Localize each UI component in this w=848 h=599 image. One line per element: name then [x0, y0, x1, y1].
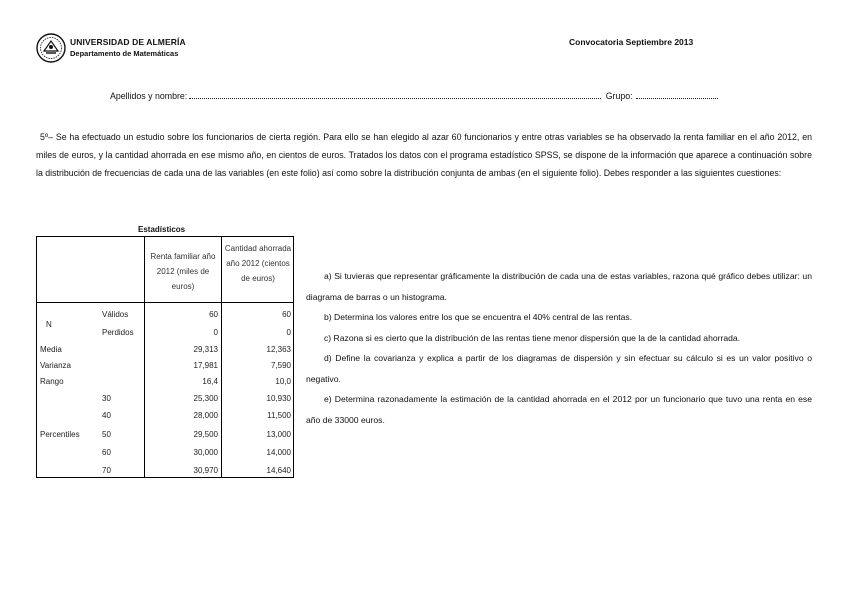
value-cantidad: 0: [286, 328, 291, 337]
exam-session: Convocatoria Septiembre 2013: [569, 37, 694, 47]
value-cantidad: 10,930: [266, 394, 291, 403]
intro-text: 5º– Se ha efectuado un estudio sobre los funcionarios de cierta región. Para ello se han elegido al azar 60 funcionarios y entre otras variables se ha observado la renta familiar en el año 2012, en miles de euros, y la cantidad ahorrada en ese mismo año, en cientos de euros. Tratados los datos con el programa estadístico SPSS, se dispone de la información que aparece a continuación sobre la distribución de frecuencias de cada una de las variables (en este folio) así como sobre la distribución conjunta de ambas (en el siguiente folio). Debes responder a las siguientes cuestiones:: [36, 132, 812, 178]
group-field[interactable]: [636, 91, 718, 99]
name-label: Apellidos y nombre:: [110, 91, 188, 101]
value-cantidad: 7,590: [270, 361, 291, 370]
value-renta: 60: [209, 310, 218, 319]
row-label-n: N: [46, 320, 52, 329]
problem-statement: [36, 128, 812, 182]
value-cantidad: 60: [282, 310, 291, 319]
percentile-label: 40: [102, 411, 111, 420]
university-name: UNIVERSIDAD DE ALMERÍA: [70, 37, 186, 47]
value-cantidad: 11,500: [267, 411, 291, 420]
row-label-validos: Válidos: [102, 310, 129, 319]
value-cantidad: 13,000: [266, 430, 291, 439]
value-renta: 25,300: [193, 394, 218, 403]
group-label: Grupo:: [605, 91, 633, 101]
percentile-label: 30: [102, 394, 111, 403]
percentile-label: 60: [102, 448, 111, 457]
name-field[interactable]: [189, 91, 601, 99]
value-renta: 29,500: [193, 430, 218, 439]
name-group-line: [110, 91, 718, 101]
question-b: b) Determina los valores entre los que se encuentra el 40% central de las rentas.: [324, 312, 633, 322]
row-label-varianza: Varianza: [40, 361, 71, 370]
department-name: Departamento de Matemáticas: [70, 49, 179, 58]
percentile-label: 50: [102, 430, 111, 439]
questions-list: [306, 266, 812, 430]
university-seal-icon: [36, 33, 66, 63]
row-label-percentiles: Percentiles: [40, 430, 80, 439]
column-header-cantidad: Cantidad ahorrada año 2012 (cientos de euros): [224, 244, 292, 283]
row-label-rango: Rango: [40, 377, 64, 386]
value-renta: 30,970: [193, 466, 218, 475]
table-title: Estadísticos: [138, 225, 186, 234]
row-label-media: Media: [40, 345, 62, 354]
column-header-renta: Renta familiar año 2012 (miles de euros): [150, 252, 216, 291]
value-cantidad: 14,000: [266, 448, 291, 457]
value-cantidad: 14,640: [266, 466, 291, 475]
question-c: c) Razona si es cierto que la distribución de las rentas tiene menor dispersión que la de la cantidad ahorrada.: [324, 332, 741, 343]
question-d: d) Define la covarianza y explica a partir de los diagramas de dispersión y sin efectuar su cálculo si es un valor positivo o negativo.: [306, 353, 812, 384]
value-renta: 0: [213, 328, 218, 337]
value-renta: 16,4: [202, 377, 218, 386]
percentile-label: 70: [102, 466, 111, 475]
value-renta: 29,313: [193, 345, 218, 354]
row-label-perdidos: Perdidos: [102, 328, 134, 337]
value-cantidad: 12,363: [266, 345, 291, 354]
question-a: a) Si tuvieras que representar gráficamente la distribución de cada una de estas variables, razona qué gráfico debes utilizar: un diagrama de barras o un histograma.: [306, 271, 812, 302]
value-cantidad: 10,0: [275, 377, 291, 386]
value-renta: 17,981: [193, 361, 218, 370]
value-renta: 30,000: [193, 448, 218, 457]
value-renta: 28,000: [193, 411, 218, 420]
question-e: e) Determina razonadamente la estimación de la cantidad ahorrada en el 2012 por un funcionario que tuvo una renta en ese año de 33000 euros.: [306, 394, 812, 425]
